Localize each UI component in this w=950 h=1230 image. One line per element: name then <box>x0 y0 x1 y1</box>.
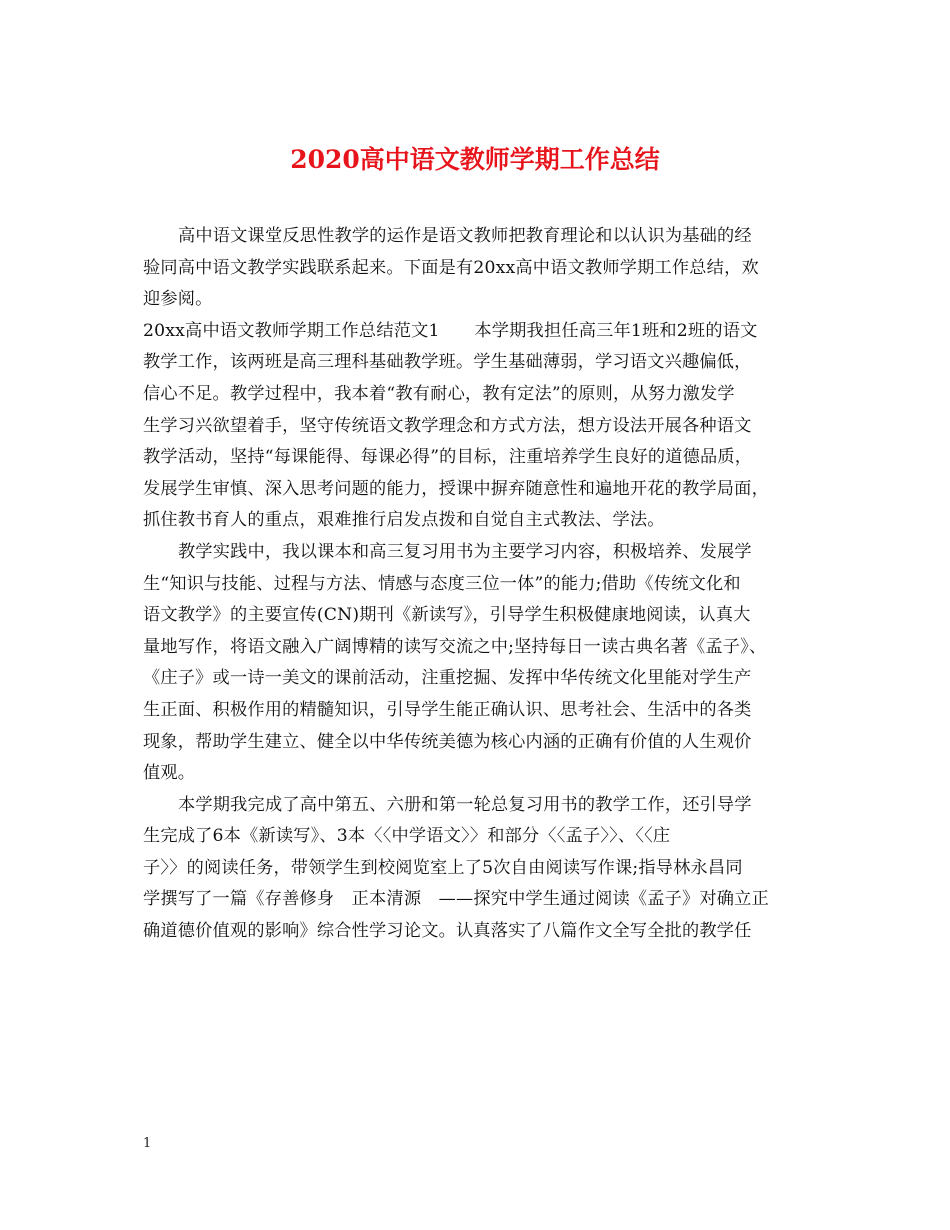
text-line: 生正面、积极作用的精髓知识，引导学生能正确认识、思考社会、生活中的各类 <box>143 699 752 720</box>
text-line: 教学实践中，我以课本和高三复习用书为主要学习内容，积极培养、发展学 <box>178 541 752 562</box>
page-number: 1 <box>143 1136 152 1151</box>
text-line: 教学工作，该两班是高三理科基础教学班。学生基础薄弱，学习语文兴趣偏低， <box>143 352 752 373</box>
text-line: 生完成了6本《新读写》、3本〈〈中学语文〉〉和部分〈〈孟子〉〉、〈〈庄 <box>143 826 671 847</box>
text-line: 量地写作，将语文融入广阔博精的读写交流之中;坚持每日一读古典名著《孟子》、 <box>143 636 767 657</box>
text-line: 子〉〉的阅读任务，带领学生到校阅览室上了5次自由阅读写作课;指导林永昌同 <box>143 857 743 878</box>
text-line: 本学期我完成了高中第五、六册和第一轮总复习用书的教学工作，还引导学 <box>178 794 752 815</box>
text-line: 验同高中语文教学实践联系起来。下面是有20xx高中语文教师学期工作总结，欢 <box>143 257 759 278</box>
document-title: 2020高中语文教师学期工作总结 <box>290 145 660 174</box>
text-line: 教学活动，坚持“每课能得、每课必得”的目标，注重培养学生良好的道德品质， <box>143 447 753 468</box>
text-line: 高中语文课堂反思性教学的运作是语文教师把教育理论和以认识为基础的经 <box>178 226 752 246</box>
text-line: 信心不足。教学过程中，我本着“教有耐心，教有定法”的原则，从努力激发学 <box>143 383 735 404</box>
text-line: 抓住教书育人的重点，艰难推行启发点拨和自觉自主式教法、学法。 <box>143 510 665 531</box>
text-line: 现象，帮助学生建立、健全以中华传统美德为核心内涵的正确有价值的人生观价 <box>143 731 752 752</box>
text-line: 确道德价值观的影响》综合性学习论文。认真落实了八篇作文全写全批的教学任 <box>143 921 752 942</box>
text-line: 生“知识与技能、过程与方法、情感与态度三位一体”的能力;借助《传统文化和 <box>143 573 741 594</box>
text-line: 20xx高中语文教师学期工作总结范文1 本学期我担任高三年1班和2班的语文 <box>143 320 758 341</box>
text-line: 迎参阅。 <box>143 289 213 310</box>
text-line: 发展学生审慎、深入思考问题的能力，授课中摒弃随意性和遍地开花的教学局面， <box>143 478 769 499</box>
document-body <box>143 221 813 948</box>
text-line: 值观。 <box>143 763 196 784</box>
text-line: 学撰写了一篇《存善修身 正本清源 ——探究中学生通过阅读《孟子》对确立正 <box>143 889 769 910</box>
text-line: 语文教学》的主要宣传(CN)期刊《新读写》，引导学生积极健康地阅读，认真大 <box>143 605 751 626</box>
text-line: 《庄子》或一诗一美文的课前活动，注重挖掘、发挥中华传统文化里能对学生产 <box>143 668 752 689</box>
text-line: 生学习兴欲望着手，坚守传统语文教学理念和方式方法，想方设法开展各种语文 <box>143 415 752 436</box>
